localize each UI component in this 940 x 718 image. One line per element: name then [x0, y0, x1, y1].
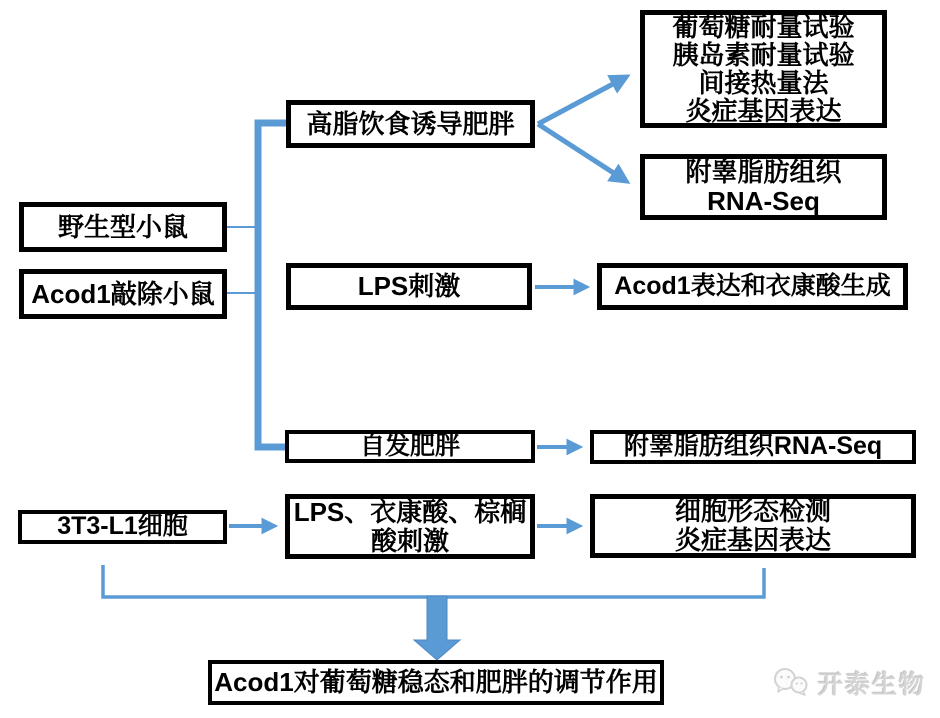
metabolic-tests-line-1: 葡萄糖耐量试验 [672, 11, 855, 42]
rnaseq-line: RNA-Seq [707, 186, 820, 216]
connector-mice-bracket [258, 123, 286, 447]
arrow-hfd-to-metabolic-tests [538, 77, 626, 124]
arrow-merge-to-conclusion [414, 596, 460, 660]
node-wild-type-mice: 野生型小鼠 [19, 202, 227, 252]
node-cell-assays [590, 494, 916, 558]
metabolic-tests-line-3: 间接热量法 [698, 68, 829, 98]
node-spontaneous-obesity: 自发肥胖 [285, 430, 535, 463]
node-3t3-l1-cells: 3T3-L1细胞 [18, 510, 227, 544]
watermark-text: 开泰生物 [818, 671, 927, 699]
wechat-chat-bubbles-icon [772, 667, 810, 699]
stimulation-mix-line-2: 酸刺激 [370, 525, 449, 556]
epididymal-fat-line: 附睾脂肪组织 [685, 157, 842, 188]
node-hfd-induced-obesity: 高脂饮食诱导肥胖 [286, 100, 535, 148]
stimulation-mix-line-1: LPS、衣康酸、棕榈 [293, 496, 527, 527]
node-acod1-knockout-mice: Acod1敲除小鼠 [19, 269, 227, 319]
metabolic-tests-line-2: 胰岛素耐量试验 [672, 39, 855, 70]
node-metabolic-tests [640, 10, 887, 128]
node-epididymal-fat-rnaseq-inline: 附睾脂肪组织RNA-Seq [590, 430, 916, 464]
cell-morphology-line: 细胞形态检测 [674, 496, 831, 527]
node-stimulation-mix [285, 494, 535, 559]
node-lps-stimulation: LPS刺激 [286, 263, 532, 310]
inflammatory-genes-line: 炎症基因表达 [674, 525, 831, 555]
connector-bottom-bracket [103, 565, 764, 597]
node-epididymal-fat-rnaseq [640, 154, 887, 220]
metabolic-tests-line-4: 炎症基因表达 [685, 96, 842, 127]
node-acod1-expression-itaconate: Acod1表达和衣康酸生成 [597, 263, 908, 310]
node-conclusion: Acod1对葡萄糖稳态和肥胖的调节作用 [208, 660, 664, 705]
watermark [772, 662, 932, 704]
arrow-hfd-to-epididymal-rnaseq [538, 124, 626, 181]
